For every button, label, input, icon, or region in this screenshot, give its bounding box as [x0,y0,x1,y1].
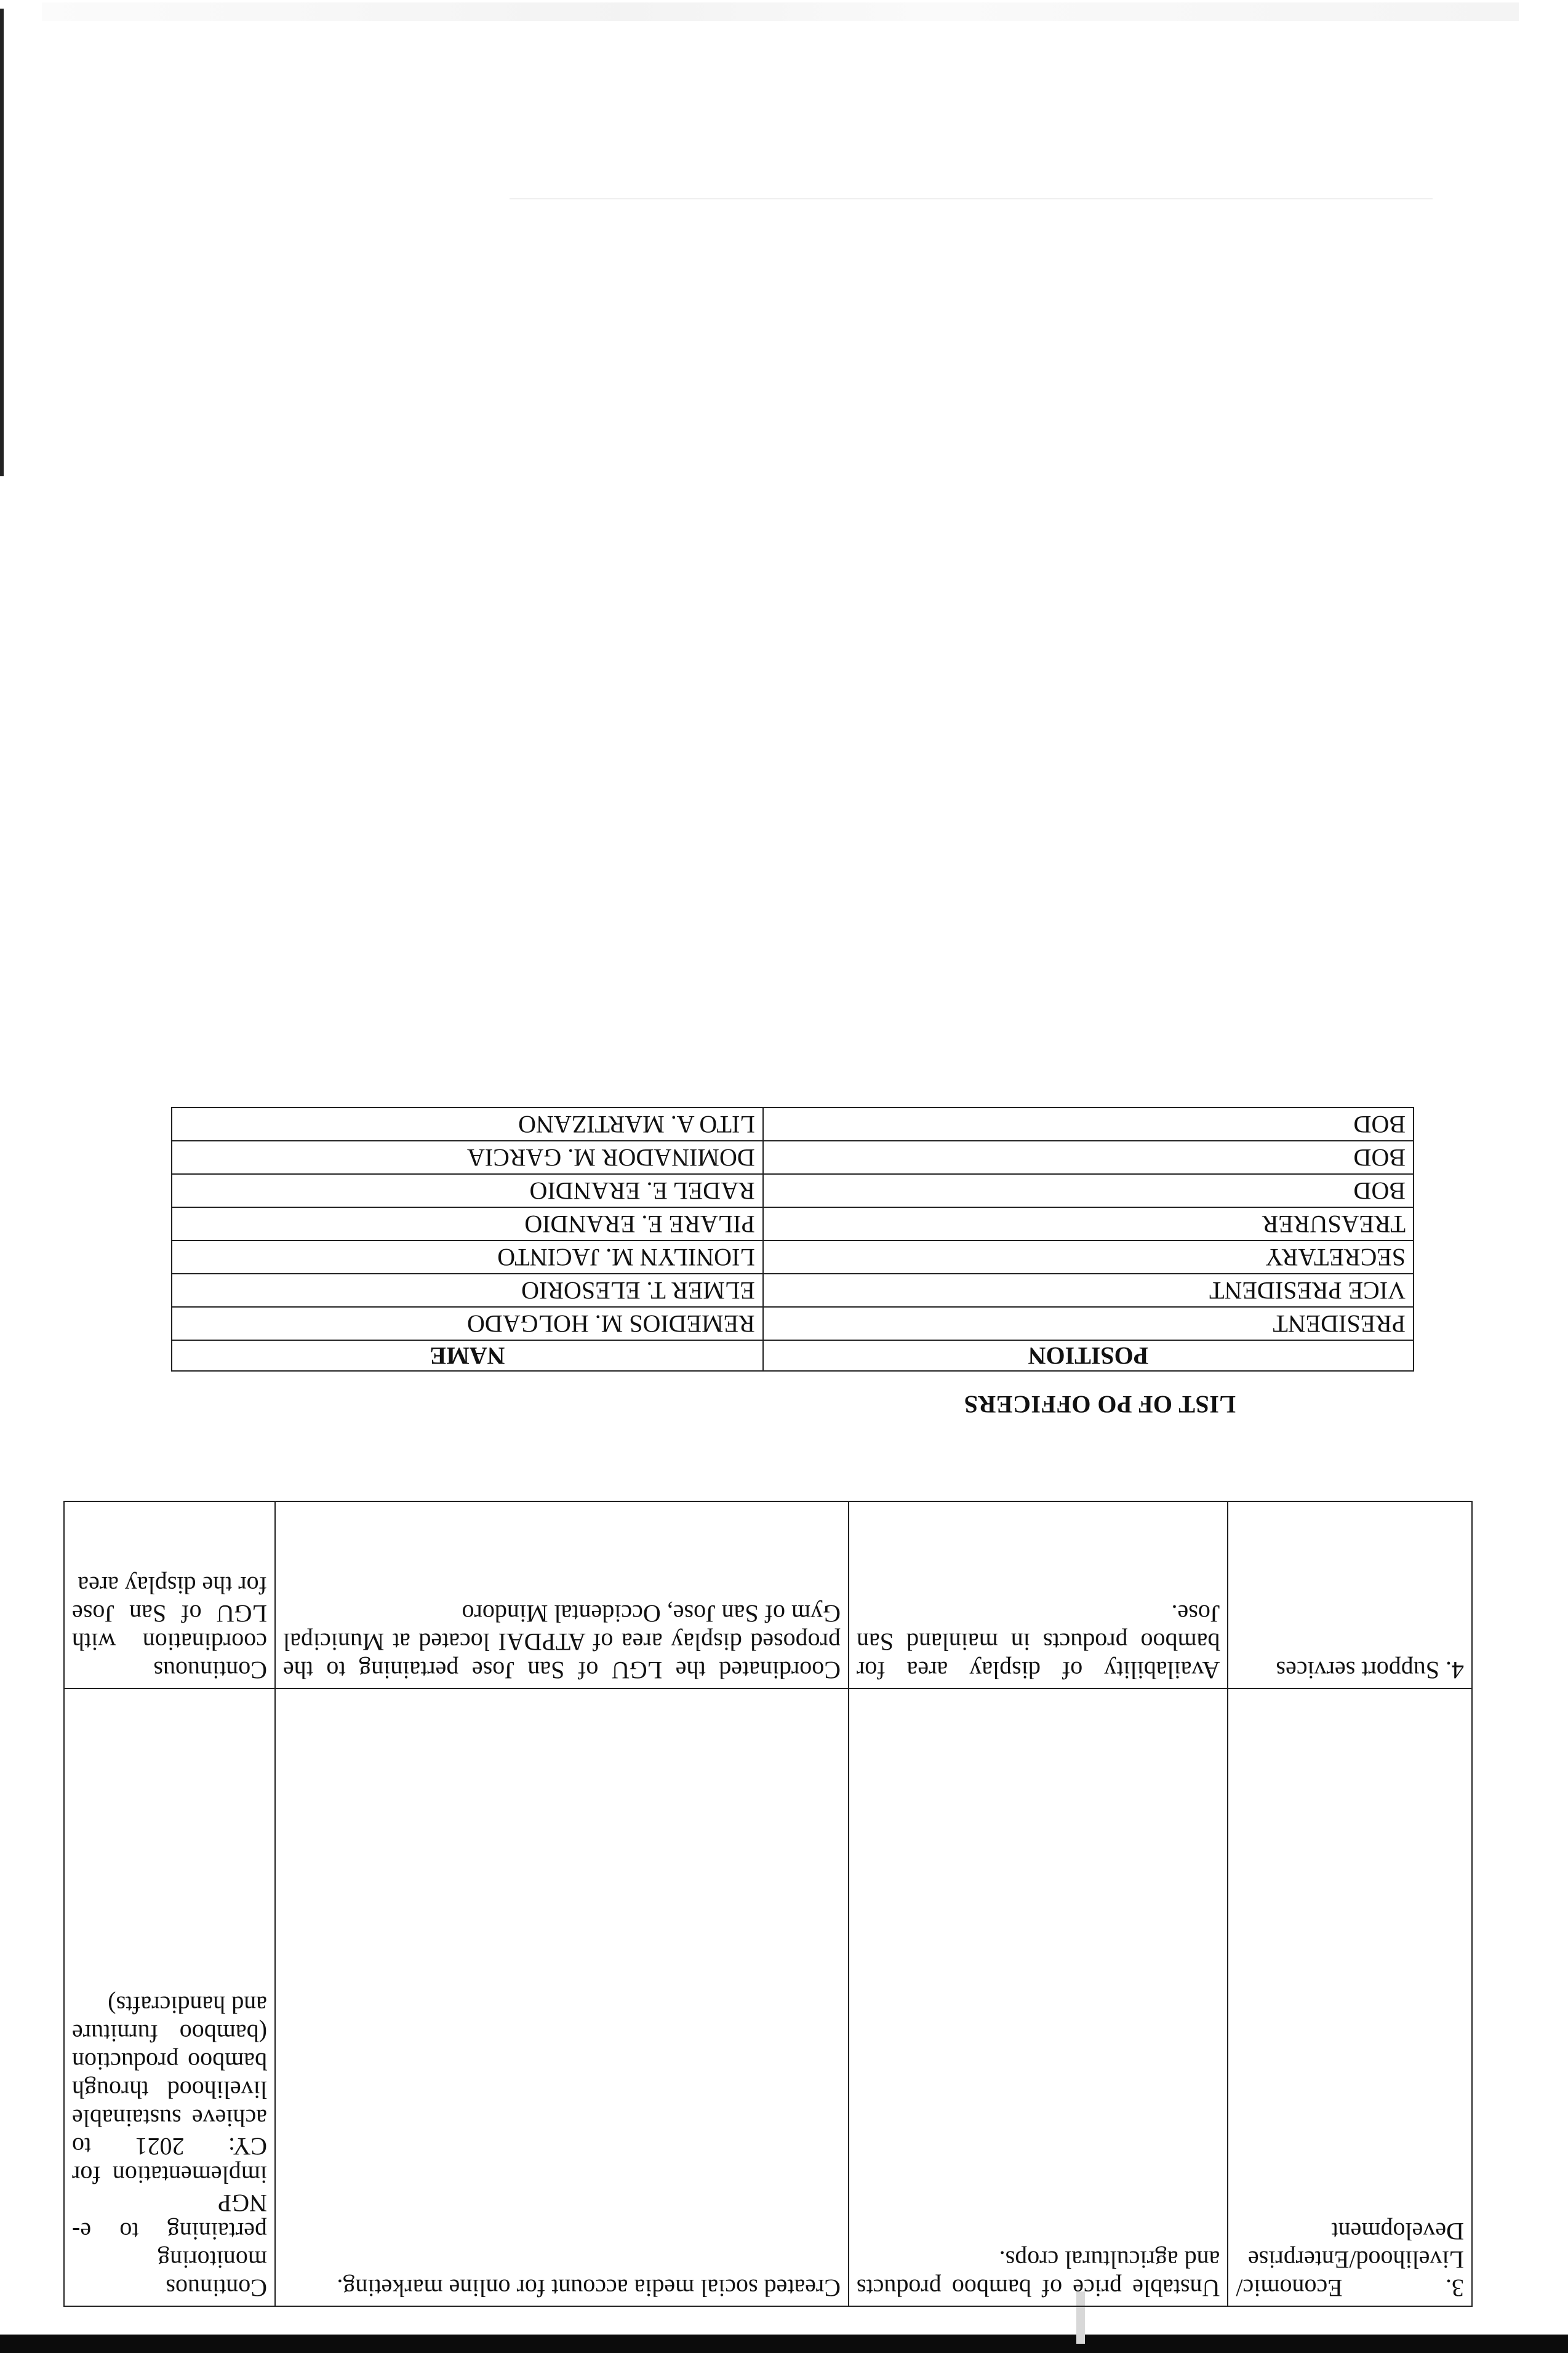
officer-name: PILARE E. ERANDIO [172,1207,763,1240]
officer-name: LITO A. MARTIZANO [172,1108,763,1141]
recommendation-text: Continuous coordination with LGU of San Jose for the display area [72,1572,267,1684]
focus-area-cell [1228,1501,1472,1688]
officer-position: BOD [763,1141,1414,1174]
table-row [172,1108,1414,1141]
table-row [172,1174,1414,1207]
table-row [64,1501,1472,1688]
action-cell [275,1501,849,1688]
scan-border [0,2335,1568,2353]
table-row [172,1207,1414,1240]
officer-name: REMEDIOS M. HOLGADO [172,1307,763,1340]
action-text: Created social media account for online marketing. [337,2274,841,2302]
officers-header-row [172,1340,1414,1371]
officer-position: SECRETARY [763,1240,1414,1274]
scan-artifact-line [510,198,1433,199]
officer-position: TREASURER [763,1207,1414,1240]
officer-name: LIONILYN M. JACINTO [172,1240,763,1274]
issue-text: Unstable price of bamboo products and agricultural crops. [856,2246,1220,2302]
officer-position: BOD [763,1108,1414,1141]
action-text: Coordinated the LGU of San Jose pertaining to the proposed display area of ATPDAI located at Municipal Gym of San Jose, Occidental Mindoro [282,1600,841,1684]
officer-position: PRESIDENT [763,1307,1414,1340]
recommendation-cell [64,1501,275,1688]
activity-table [63,1501,1473,2307]
name-header: NAME [172,1340,763,1371]
officer-name: ELMER T. ELESORIO [172,1274,763,1307]
officer-position: BOD [763,1174,1414,1207]
officer-name: RADEL E. ERANDIO [172,1174,763,1207]
recommendation-cell [64,1688,275,2306]
focus-area-text: 3. Economic/ Livelihood/Enterprise Development [1236,2218,1464,2302]
action-cell [275,1688,849,2306]
scan-border-right [0,9,4,476]
officers-heading: LIST OF PO OFFICERS [964,1391,1236,1418]
focus-area-cell [1228,1688,1472,2306]
officer-name: DOMINADOR M. GARCIA [172,1141,763,1174]
issue-cell [849,1688,1228,2306]
officer-position: VICE PRESIDENT [763,1274,1414,1307]
table-row [64,1688,1472,2306]
scan-bleed-through [42,2,1519,21]
table-row [172,1240,1414,1274]
focus-area-text: 4. Support services [1276,1656,1464,1684]
officers-table [171,1107,1414,1372]
recommendation-text: Continuos monitoring pertaining to e-NGP implementation for CY: 2021 to achieve sustainable livelihood through bamboo production (bamboo furniture and handicrafts) [72,1991,267,2302]
table-row [172,1141,1414,1174]
table-row [172,1274,1414,1307]
issue-cell [849,1501,1228,1688]
position-header: POSITION [763,1340,1414,1371]
table-row [172,1307,1414,1340]
issue-text: Availability of display area for bamboo products in mainland San Jose. [856,1600,1220,1684]
